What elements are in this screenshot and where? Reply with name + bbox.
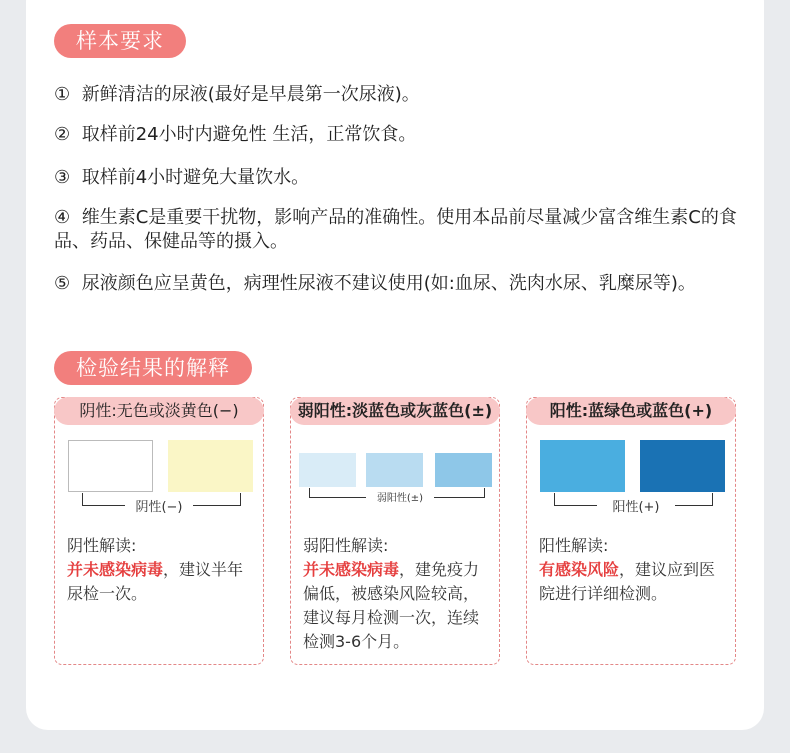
requirement-number: ① [54,84,71,105]
requirement-text: 取样前4小时避免大量饮水。 [81,167,310,188]
requirement-item [54,166,754,190]
requirement-item [54,83,754,107]
requirement-text: 维生素C是重要干扰物，影响产品的准确性。使用本品前尽量减少富含维生素C的食品、药品、保健品等的摄入。 [54,207,737,252]
bracket-label: 阴性(−) [125,500,193,516]
interpretation-highlight: 并未感染病毒 [303,560,400,579]
requirement-number: ④ [54,207,71,228]
interpretation-text: ，建议应到医院进行详细检测。 [539,560,716,603]
color-swatch [168,440,253,492]
content-card [26,0,764,730]
result-card-positive [526,397,736,665]
result-card-header: 弱阳性:淡蓝色或灰蓝色(±) [290,397,500,425]
requirement-item [54,206,754,254]
interpretation-title: 阳性解读: [539,536,609,555]
result-card-header: 阴性:无色或淡黄色(−) [54,397,264,425]
color-swatch [540,440,625,492]
requirement-text: 取样前24小时内避免性 生活，正常饮食。 [81,124,417,145]
results-title: 检验结果的解释 [54,351,252,385]
interpretation-highlight: 并未感染病毒 [67,560,164,579]
result-card-weak-positive [290,397,500,665]
interpretation [539,534,729,606]
interpretation [303,534,493,654]
sample-requirements-title: 样本要求 [54,24,186,58]
interpretation [67,534,257,606]
interpretation-text: ，建免疫力偏低，被感染风险较高，建议每月检测一次，连续检测3-6个月。 [303,560,480,651]
color-swatch [299,453,356,487]
bracket-label: 弱阳性(±) [366,493,434,505]
interpretation-highlight: 有感染风险 [539,560,620,579]
requirement-number: ⑤ [54,273,71,294]
result-card-header: 阳性:蓝绿色或蓝色(+) [526,397,736,425]
requirement-text: 新鲜清洁的尿液(最好是早晨第一次尿液)。 [81,84,420,105]
requirement-number: ② [54,124,71,145]
requirement-item [54,272,754,296]
requirement-text: 尿液颜色应呈黄色，病理性尿液不建议使用(如:血尿、洗肉水尿、乳糜尿等)。 [81,273,696,294]
color-swatch [640,440,725,492]
bracket-label: 阳性(+) [597,500,675,516]
color-swatch [366,453,423,487]
color-swatch [68,440,153,492]
interpretation-title: 阴性解读: [67,536,137,555]
requirement-number: ③ [54,167,71,188]
requirement-item [54,123,754,147]
interpretation-text: ，建议半年尿检一次。 [67,560,244,603]
result-card-negative [54,397,264,665]
color-swatch [435,453,492,487]
interpretation-title: 弱阳性解读: [303,536,389,555]
